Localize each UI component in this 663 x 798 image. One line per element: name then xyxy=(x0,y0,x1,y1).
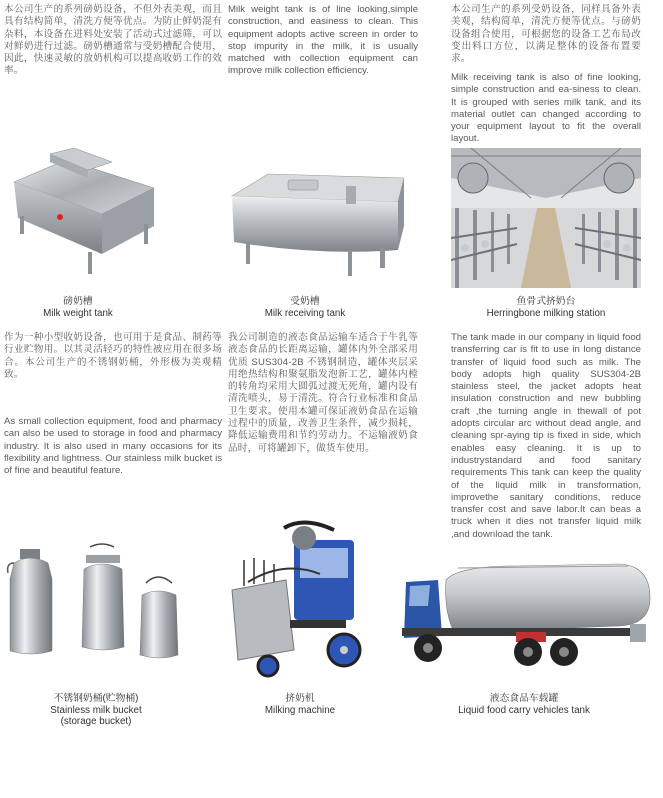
receiving-tank-intro-en: Milk receiving tank is also of fine looking, simple construction and ea-siness to clean. It is grouped with series milk tank, and its material outlet can changed according to your equipment layout to fit the overall layout. xyxy=(451,72,641,145)
caption-cn: 液态食品车载罐 xyxy=(489,693,559,704)
herringbone-caption xyxy=(476,296,616,319)
bucket-body-cn: 作为一种小型收奶设备，也可用于是食品、制药等行业贮物用。以其灵活轻巧的特性被应用在很多场合。本公司生产的不锈钢奶桶，外形极为美观精致。 xyxy=(4,332,222,380)
caption-en: Milking machine xyxy=(264,704,336,716)
caption-en-2: (storage bucket) xyxy=(60,716,132,727)
milking-machine-caption xyxy=(248,693,352,716)
bucket-body-en: As small collection equipment, food and pharmacy can also be used to storage in food and pharmacy industry. It is also used in many occasions for its flexibility and lightness. Our stainless milk bucket is of fine and beautiful feature. xyxy=(4,416,222,477)
transport-tank-body-en: The tank made in our company in liquid food transferring car is fit to use in long distance transfer of liquid food such as milk. The body adopts high quality SUS304-2B stainless steel, the jacket adopts heat insulation construction and new bubbling craft ,the turning angle in thewall of pot adopts circular arc without dead angle, and cleaning spr-aying tip is fixed in side, which enables easy cleaning. It is up to industrystandard and food sanitary requirements This tank can keep the quality of the liquid milk in transformation, improvethe sanitary conditions, reduce transfer cost and save labor.It can beas a truck when it dies not transfer liquid milk ,and download the tank. xyxy=(451,332,641,540)
milk-tanker-truck-image xyxy=(398,562,656,674)
weight-tank-intro-en: Milk weight tank is of line looking,simple construction, and easiness to clean. This equipment adopts active screen in order to stop impurity in the milk, it is usually matched with collection equipment can improve milk collection efficiency. xyxy=(228,4,418,77)
caption-cn: 挤奶机 xyxy=(285,693,315,704)
caption-en: Milk receiving tank xyxy=(264,307,346,319)
caption-cn: 磅奶槽 xyxy=(63,296,93,307)
milk-buckets-image xyxy=(6,543,184,663)
milk-receiving-tank-caption xyxy=(250,296,360,319)
caption-cn: 不锈钢奶桶(贮物桶) xyxy=(53,693,139,704)
caption-en: Milk weight tank xyxy=(43,307,113,319)
transport-tank-body-cn: 我公司制造的液态食品运输车适合于牛乳等液态食品的长距离运输，罐体内外全部采用优质 SUS304-2B 不锈钢制造，罐体夹层采用绝热结构和聚氨脂发泡新工艺，罐体内樘的转角均采用大圆弧过渡无死角，罐内设有清洗喷头，易于清洗。符合行业标准和食品卫生要求。使用本罐可保证液奶食品在运输过程中的质量，改善卫生条件，减少损耗，降低运输费用和节约劳动力。不运输液奶食品时，可将罐卸下，做货车使用。 xyxy=(228,332,418,454)
milking-machine-image xyxy=(224,520,382,680)
caption-en-1: Stainless milk bucket xyxy=(50,704,142,716)
milk-weight-tank-image xyxy=(8,148,156,276)
milk-receiving-tank-image xyxy=(228,166,406,278)
receiving-tank-intro-cn: 本公司生产的系列受奶设备，同样具备外表美观，结构简单，清洗方便等优点。与磅奶设备组合使用，可根据您的设备工艺布局改变出料口方位，以满足整体的设备布置要求。 xyxy=(451,4,641,65)
bucket-caption xyxy=(36,693,156,728)
tanker-caption xyxy=(446,693,602,716)
herringbone-milking-station-image xyxy=(451,148,641,288)
caption-cn: 受奶槽 xyxy=(290,296,320,307)
caption-en: Herringbone milking station xyxy=(486,307,606,319)
caption-cn: 鱼骨式挤奶台 xyxy=(516,296,576,307)
milk-weight-tank-caption xyxy=(28,296,128,319)
weight-tank-intro-cn: 本公司生产的系列磅奶设备，不但外表美观，而且具有结构简单，清洗方便等优点。为防止鲜奶混有杂料，本设备在进料处安装了活动式过滤筛，可以对鲜奶进行过滤。磅奶槽通常与受奶槽配合使用，因此，快速灵敏的放奶机构可以提高收奶工作的效率。 xyxy=(4,4,222,77)
caption-en: Liquid food carry vehicles tank xyxy=(458,704,590,716)
